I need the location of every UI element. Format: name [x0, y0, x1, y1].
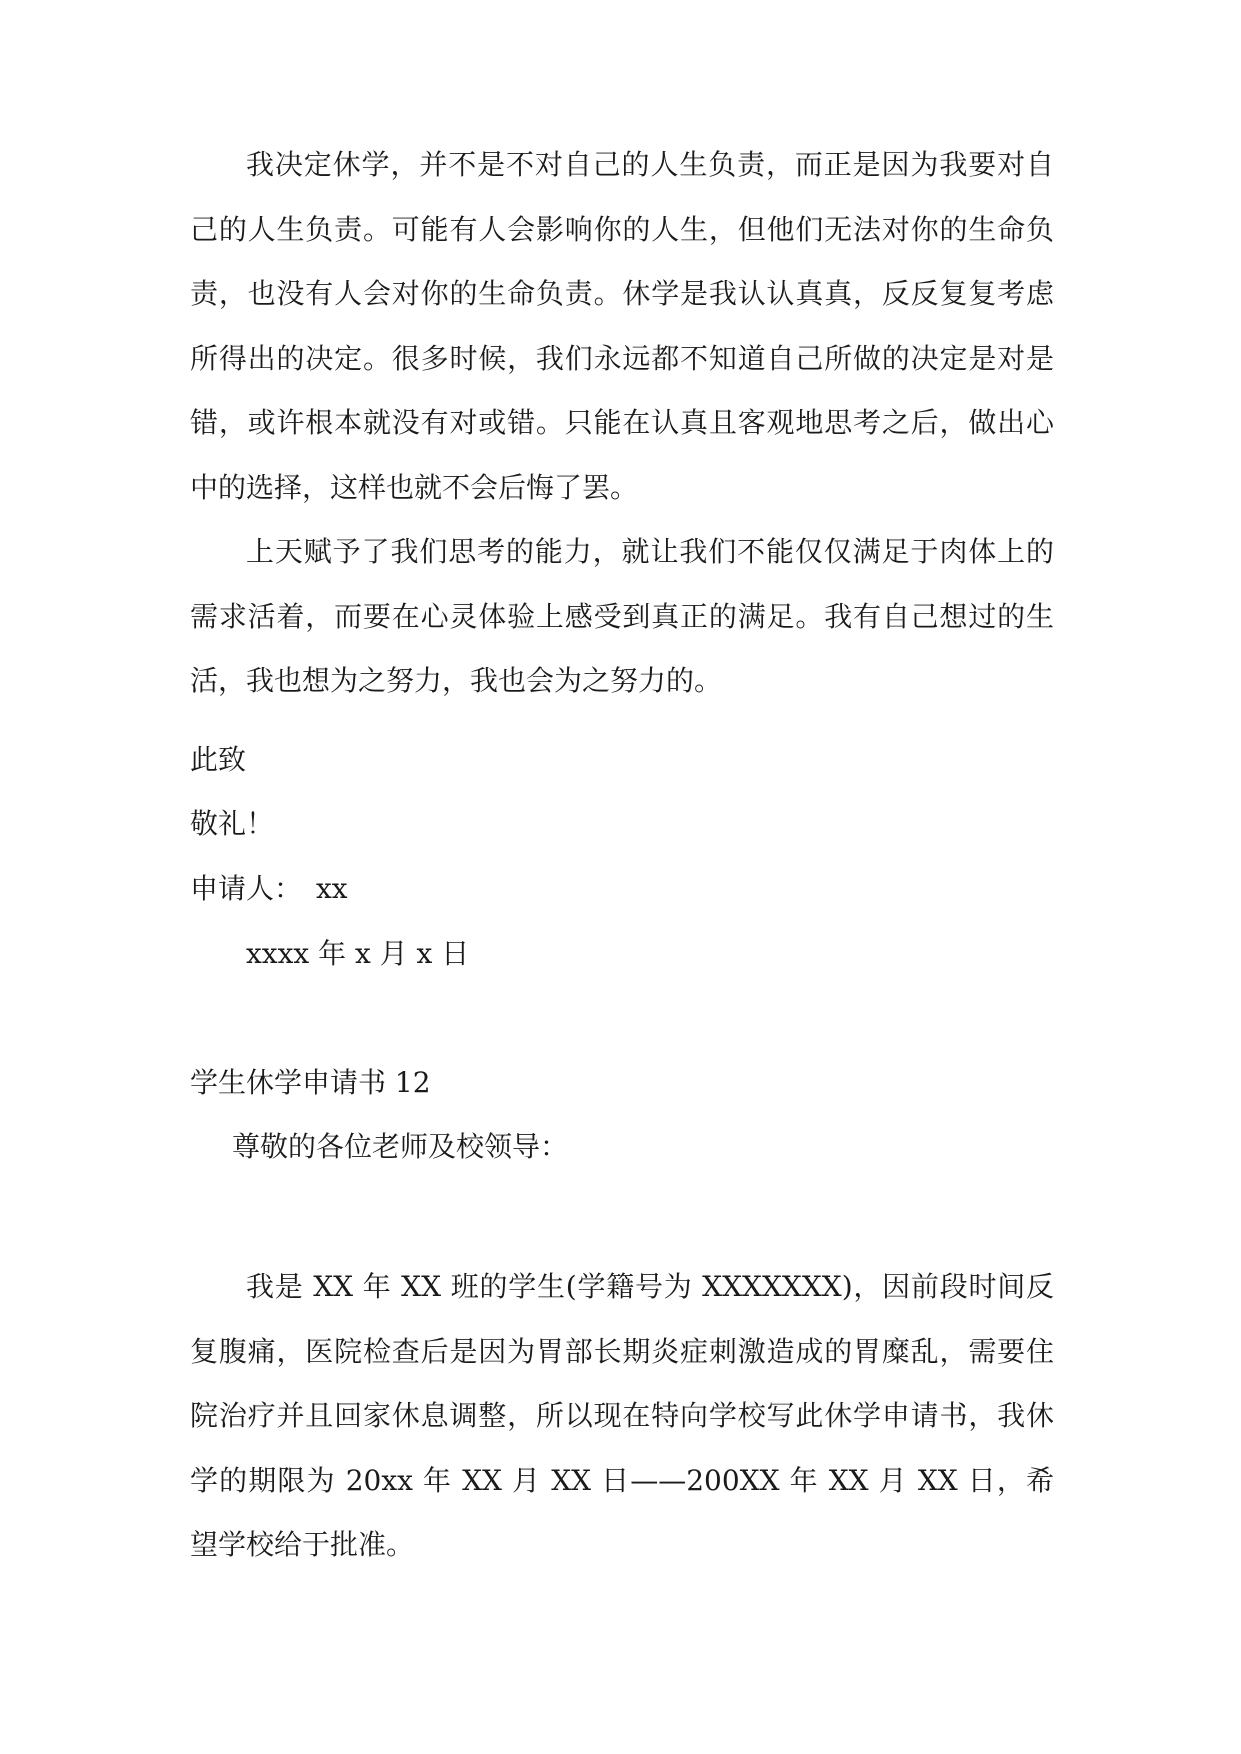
closing-regards: 敬礼！: [190, 807, 275, 840]
closing-salutation: 此致: [190, 743, 247, 776]
paragraph-decision: 我决定休学，并不是不对自己的人生负责，而正是因为我要对自己的人生负责。可能有人会影响你的人生，但他们无法对你的生命负责，也没有人会对你的生命负责。休学是我认认真真，反反复复考虑所得出的决定。很多时候，我们永远都不知道自己所做的决定是对是错，或许根本就没有对或错。只能在认真且客观地思考之后，做出心中的选择，这样也就不会后悔了罢。: [190, 148, 1054, 504]
second-letter-title: 学生休学申请书 12: [190, 1066, 431, 1099]
second-letter-greeting: 尊敬的各位老师及校领导：: [232, 1130, 569, 1163]
second-letter-body: 我是 XX 年 XX 班的学生(学籍号为 XXXXXXX)，因前段时间反复腹痛，医院检查后是因为胃部长期炎症刺激造成的胃糜乱，需要住院治疗并且回家休息调整，所以现在特向学校写此休学申请书，我休学的期限为 20xx 年 XX 月 XX 日——200XX 年 XX 月 XX 日，希望学校给于批准。: [190, 1270, 1054, 1561]
applicant-line: 申请人： xx: [190, 872, 348, 905]
paragraph-ability: 上天赋予了我们思考的能力，就让我们不能仅仅满足于肉体上的需求活着，而要在心灵体验上感受到真正的满足。我有自己想过的生活，我也想为之努力，我也会为之努力的。: [190, 535, 1054, 697]
date-line: xxxx 年 x 月 x 日: [246, 937, 470, 970]
